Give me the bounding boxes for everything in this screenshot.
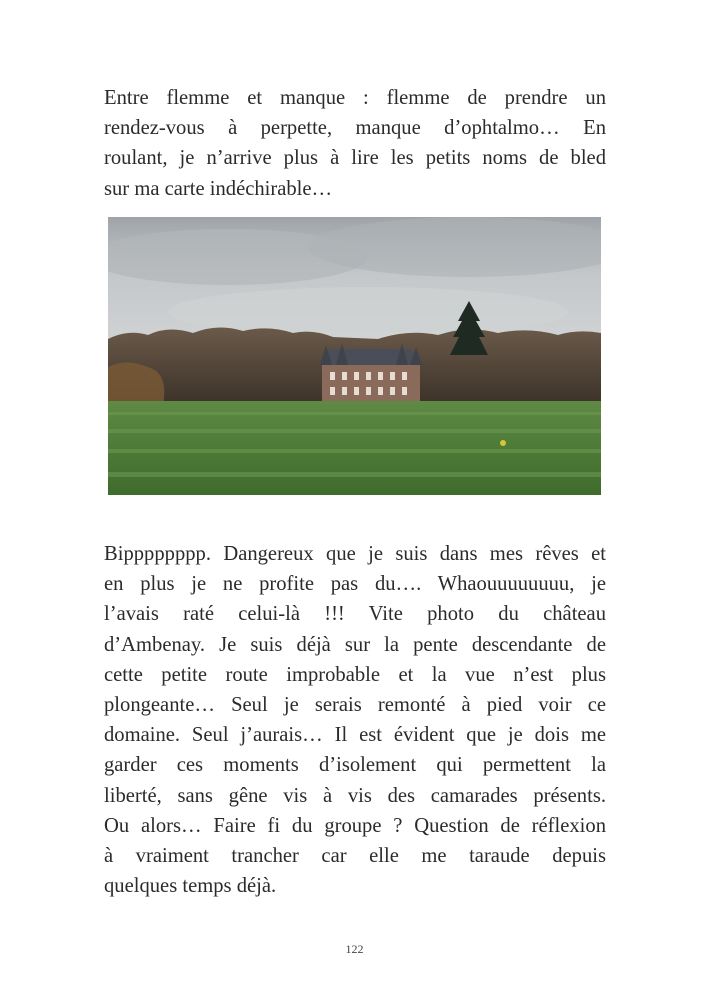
text-line: sur ma carte indéchirable… xyxy=(104,177,333,200)
page-number: 122 xyxy=(345,942,364,956)
text-line: garder ces moments d’isolement qui permettent la xyxy=(104,754,606,777)
text-line: en plus je ne profite pas du…. Whaouuuuuuuu, je xyxy=(104,573,606,596)
text-line: à vraiment trancher car elle me taraude depuis xyxy=(104,845,606,868)
paragraph-main xyxy=(104,539,606,901)
text-line: Entre flemme et manque : flemme de prendre un xyxy=(104,87,606,109)
text-line: liberté, sans gêne vis à vis des camarades présents. xyxy=(104,784,606,807)
text-line: Ou alors… Faire fi du groupe ? Question de réflexion xyxy=(104,814,606,837)
text-line: plongeante… Seul je serais remonté à pied voir ce xyxy=(104,694,606,717)
text-line: quelques temps déjà. xyxy=(104,875,277,898)
text-line: l’avais raté celui-là !!! Vite photo du château xyxy=(104,603,606,626)
yellow-flower xyxy=(500,440,506,446)
paragraph-intro xyxy=(104,83,606,204)
text-line: cette petite route improbable et la vue n’est plus xyxy=(104,663,606,686)
text-line: d’Ambenay. Je suis déjà sur la pente descendante de xyxy=(104,633,606,656)
chateau-photo xyxy=(108,217,601,495)
green-field xyxy=(108,401,601,495)
text-line: rendez-vous à perpette, manque d’ophtalmo… En xyxy=(104,117,606,140)
chateau xyxy=(320,343,422,401)
text-line: roulant, je n’arrive plus à lire les petits noms de bled xyxy=(104,147,606,170)
text-line: Bipppppppp. Dangereux que je suis dans mes rêves et xyxy=(104,543,606,565)
text-line: domaine. Seul j’aurais… Il est évident que je dois me xyxy=(104,724,606,747)
